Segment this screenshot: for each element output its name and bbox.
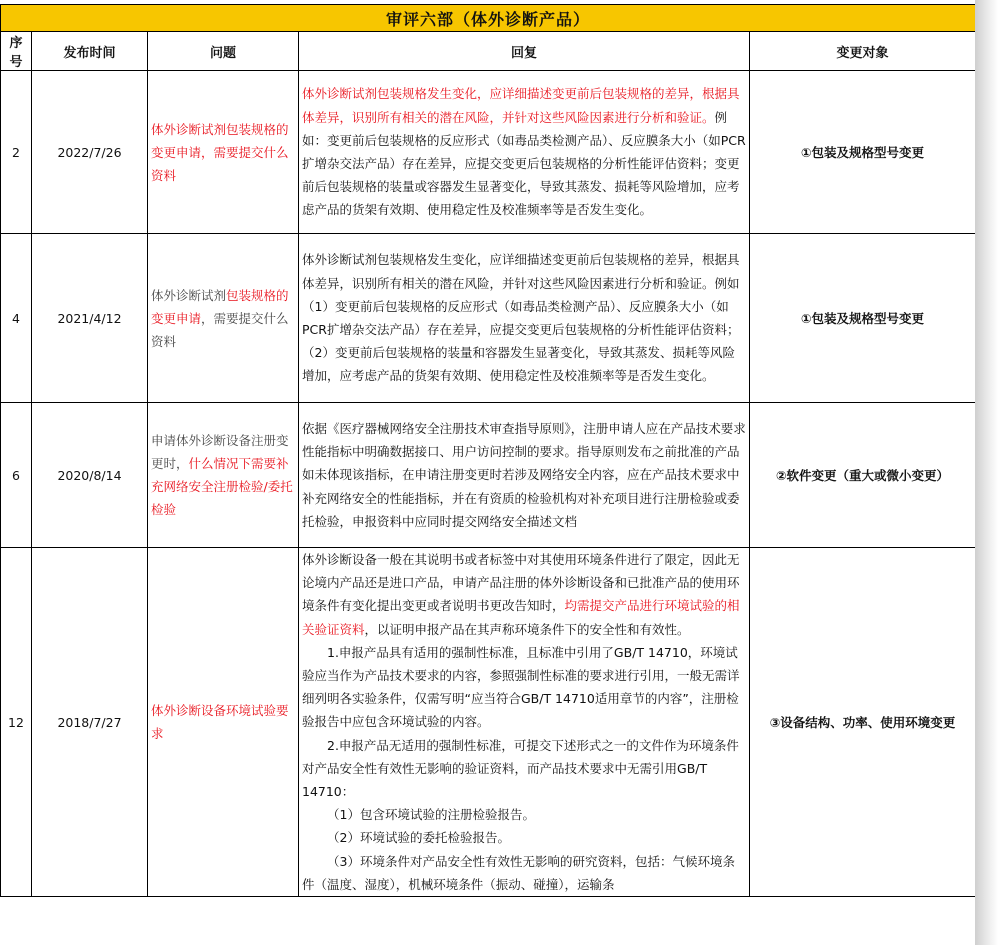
question-highlight: 什么情况下需要补充网络安全注册检验/委托检验	[151, 456, 293, 517]
cell-date[interactable]: 2020/8/14	[32, 403, 148, 548]
table-row	[1, 548, 976, 897]
cell-reply[interactable]	[299, 234, 750, 403]
question-highlight: 体外诊断设备环境试验要求	[151, 703, 289, 742]
table-title[interactable]: 审评六部（体外诊断产品）	[1, 5, 976, 32]
header-question[interactable]: 问题	[148, 32, 299, 71]
table-row	[1, 403, 976, 548]
table-row	[1, 71, 976, 234]
reply-paragraph: （3）环境条件对产品安全性有效性无影响的研究资料，包括：气候环境条件（温度、湿度），机械环境条件（振动、碰撞），运输条	[302, 853, 735, 892]
question-highlight: 包装规格的变更申请	[151, 287, 289, 326]
reply-text: 体外诊断试剂包装规格发生变化，应详细描述变更前后包装规格的差异，根据具体差异，识别所有相关的潜在风险，并针对这些风险因素进行分析和验证。例如（1）变更前后包装规格的反应形式（如毒品类检测产品）、反应膜条大小（如PCR扩增杂交法产品）存在差异，应提交变更后包装规格的分析性能评估资料；（2）变更前后包装规格的装量和容器发生显著变化，导致其蒸发、损耗等风险增加，应考虑产品的货架有效期、使用稳定性及校准频率等是否发生变化。	[302, 252, 740, 384]
title-row	[1, 5, 976, 32]
reply-text: 例如：变更前后包装规格的反应形式（如毒品类检测产品）、反应膜条大小（如PCR扩增杂交法产品）存在差异，应提交变更后包装规格的分析性能评估资料；变更前后包装规格的装量或容器发生显著变化，导致其蒸发、损耗等风险增加，应考虑产品的货架有效期、使用稳定性及校准频率等是否发生变化。	[302, 109, 746, 218]
cell-no[interactable]: 6	[1, 403, 32, 548]
cell-no[interactable]: 12	[1, 548, 32, 897]
reply-text: 体外诊断设备一般在其说明书或者标签中对其使用环境条件进行了限定，因此无论境内产品还是进口产品，申请产品注册的体外诊断设备和已批准产品的使用环境条件有变化提出变更或者说明书更改告知时，	[302, 552, 740, 614]
cell-no[interactable]: 4	[1, 234, 32, 403]
question-text-tail: ，需要提交什么资料	[151, 310, 289, 349]
reply-text-tail: ，以证明申报产品在其声称环境条件下的安全性和有效性。	[364, 621, 690, 637]
header-date[interactable]: 发布时间	[32, 32, 148, 71]
header-reply[interactable]: 回复	[299, 32, 750, 71]
reply-paragraph: （2）环境试验的委托检验报告。	[327, 830, 510, 846]
question-highlight: 体外诊断试剂包装规格的变更申请，需要提交什么资料	[151, 121, 289, 183]
cell-reply[interactable]	[299, 548, 750, 897]
cell-question[interactable]	[148, 548, 299, 897]
cell-reply[interactable]	[299, 71, 750, 234]
page-edge-shadow	[975, 0, 998, 945]
header-row	[1, 32, 976, 71]
reply-paragraph	[302, 548, 746, 641]
reply-highlight: 均需提交产品进行环境试验的相关验证资料	[302, 598, 740, 637]
cell-date[interactable]: 2021/4/12	[32, 234, 148, 403]
question-text: 体外诊断试剂	[151, 287, 227, 303]
cell-target[interactable]: ③设备结构、功率、使用环境变更	[750, 548, 976, 897]
cell-target[interactable]: ①包装及规格型号变更	[750, 234, 976, 403]
cell-question[interactable]	[148, 403, 299, 548]
cell-no[interactable]: 2	[1, 71, 32, 234]
header-target[interactable]: 变更对象	[750, 32, 976, 71]
reply-paragraph: 1.申报产品具有适用的强制性标准，且标准中引用了GB/T 14710，环境试验应当作为产品技术要求的内容，参照强制性标准的要求进行引用，一般无需详细列明各实验条件，仅需写明“应当符合GB/T 14710适用章节的内容”，注册检验报告中应包含环境试验的内容。	[302, 644, 740, 730]
cell-date[interactable]: 2018/7/27	[32, 548, 148, 897]
cell-target[interactable]: ①包装及规格型号变更	[750, 71, 976, 234]
table-row	[1, 234, 976, 403]
reply-paragraph: （1）包含环境试验的注册检验报告。	[327, 807, 535, 823]
cell-reply[interactable]	[299, 403, 750, 548]
cell-question[interactable]	[148, 71, 299, 234]
review-table	[0, 4, 975, 897]
reply-text: 依据《医疗器械网络安全注册技术审查指导原则》，注册申请人应在产品技术要求性能指标中明确数据接口、用户访问控制的要求。指导原则发布之前批准的产品如未体现该指标，在申请注册变更时若涉及网络安全内容，应在产品技术要求中补充网络安全的性能指标，并在有资质的检验机构对补充项目进行注册检验或委托检验，申报资料中应同时提交网络安全描述文档	[302, 420, 746, 529]
reply-highlight: 体外诊断试剂包装规格发生变化，应详细描述变更前后包装规格的差异，根据具体差异，识别所有相关的潜在风险，并针对这些风险因素进行分析和验证。	[302, 86, 740, 125]
header-no[interactable]: 序号	[1, 32, 32, 71]
cell-target[interactable]: ②软件变更（重大或微小变更）	[750, 403, 976, 548]
cell-question[interactable]	[148, 234, 299, 403]
cell-date[interactable]: 2022/7/26	[32, 71, 148, 234]
reply-paragraph: 2.申报产品无适用的强制性标准，可提交下述形式之一的文件作为环境条件对产品安全性有效性无影响的验证资料，而产品技术要求中无需引用GB/T 14710：	[302, 737, 739, 800]
question-text: 申请体外诊断设备注册变更时，	[151, 433, 289, 471]
